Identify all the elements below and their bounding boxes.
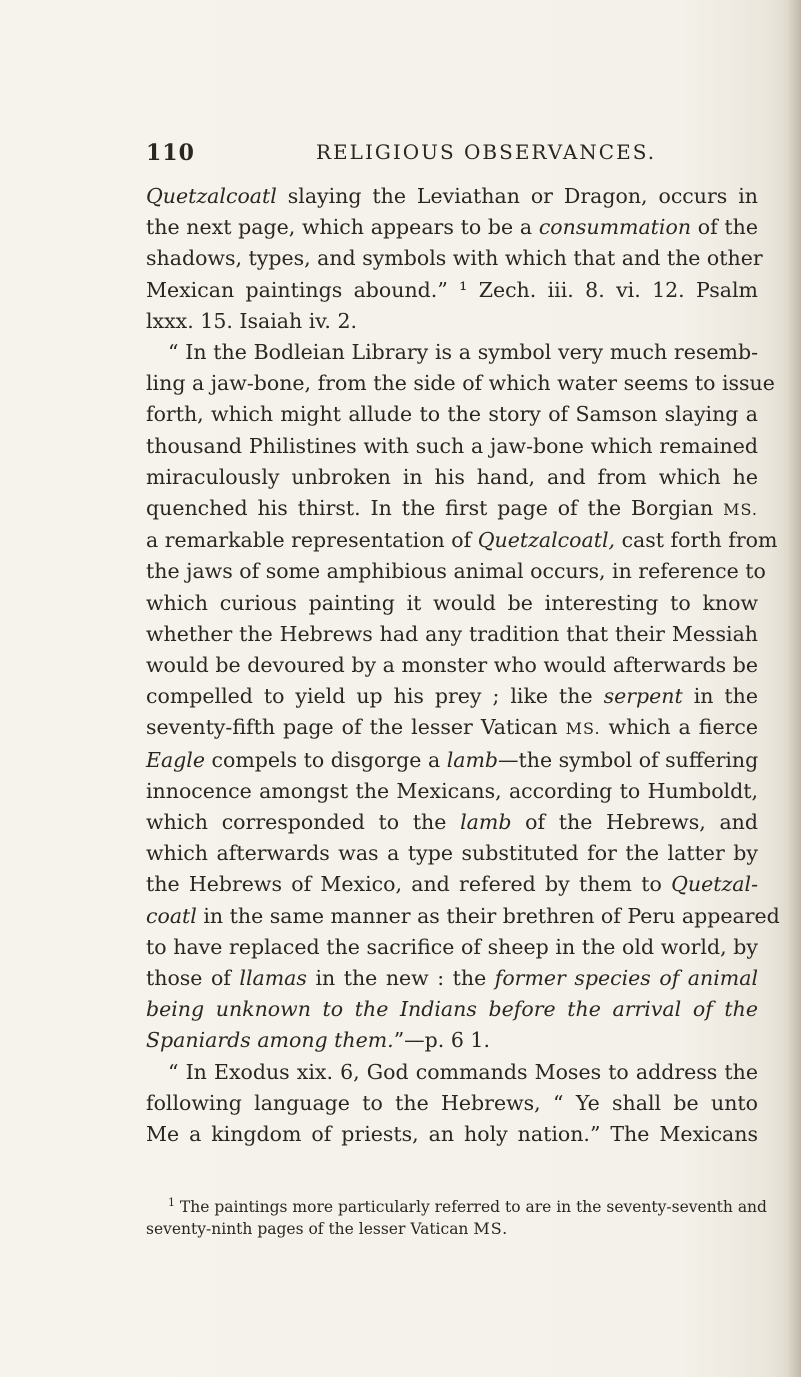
- text-line: a remarkable representation of Quetzalcoatl, cast forth from: [146, 528, 778, 553]
- text-line: being unknown to the Indians before the arrival of the: [146, 997, 758, 1022]
- text-line: seventy-fifth page of the lesser Vatican MS. which a fierce: [146, 715, 758, 740]
- text-line: thousand Philistines with such a jaw-bone which remained: [146, 433, 758, 458]
- text-line: ling a jaw-bone, from the side of which water seems to issue: [146, 371, 775, 396]
- text-line: Mexican paintings abound.” ¹ Zech. iii. 8. vi. 12. Psalm: [146, 277, 758, 302]
- text-line: which curious painting it would be interesting to know: [146, 590, 758, 615]
- text-line: whether the Hebrews had any tradition that their Messiah: [146, 621, 758, 646]
- text-line: Me a kingdom of priests, an holy nation.” The Mexicans: [146, 1122, 758, 1147]
- running-head: [146, 140, 758, 170]
- chapter-title: RELIGIOUS OBSERVANCES.: [316, 140, 657, 164]
- text-line: lxxx. 15. Isaiah iv. 2.: [146, 308, 358, 333]
- text-line: Quetzalcoatl slaying the Leviathan or Dragon, occurs in: [146, 184, 758, 208]
- text-line: miraculously unbroken in his hand, and from which he: [146, 464, 758, 489]
- text-line: forth, which might allude to the story of Samson slaying a: [146, 402, 758, 427]
- page-number: 110: [146, 140, 195, 166]
- text-line: “ In Exodus xix. 6, God commands Moses to address the: [168, 1059, 758, 1084]
- page-edge-shadow: [787, 0, 801, 1377]
- text-line: “ In the Bodleian Library is a symbol very much resemb-: [168, 340, 758, 365]
- text-line: coatl in the same manner as their brethren of Peru appeared: [146, 903, 780, 928]
- text-line: the Hebrews of Mexico, and refered by them to Quetzal-: [146, 872, 758, 897]
- footnote: [146, 1192, 767, 1240]
- body-text: [146, 181, 780, 1150]
- text-line: Spaniards among them.”—p. 6 1.: [146, 1028, 490, 1053]
- text-line: innocence amongst the Mexicans, according to Humboldt,: [146, 778, 758, 803]
- text-line: which afterwards was a type substituted for the latter by: [146, 841, 758, 866]
- text-line: following language to the Hebrews, “ Ye shall be unto: [146, 1090, 758, 1115]
- text-line: those of llamas in the new : the former species of animal: [146, 966, 758, 991]
- text-line: Eagle compels to disgorge a lamb—the symbol of suffering: [146, 747, 759, 772]
- text-line: the next page, which appears to be a consummation of the: [146, 215, 758, 240]
- footnote-line: $^1$ The paintings more particularly referred to are in the seventy-seventh and: [168, 1196, 767, 1217]
- footnote-marker: 1: [168, 1196, 175, 1209]
- text-line: which corresponded to the lamb of the Hebrews, and: [146, 810, 758, 835]
- text-line: to have replaced the sacrifice of sheep in the old world, by: [146, 934, 758, 959]
- text-line: compelled to yield up his prey ; like the serpent in the: [146, 684, 758, 709]
- text-line: shadows, types, and symbols with which that and the other: [146, 246, 763, 271]
- footnote-line: seventy-ninth pages of the lesser Vatican MS.: [146, 1219, 509, 1239]
- text-line: quenched his thirst. In the first page of the Borgian MS.: [146, 496, 758, 521]
- text-line: the jaws of some amphibious animal occurs, in reference to: [146, 559, 766, 584]
- text-line: would be devoured by a monster who would afterwards be: [146, 653, 758, 678]
